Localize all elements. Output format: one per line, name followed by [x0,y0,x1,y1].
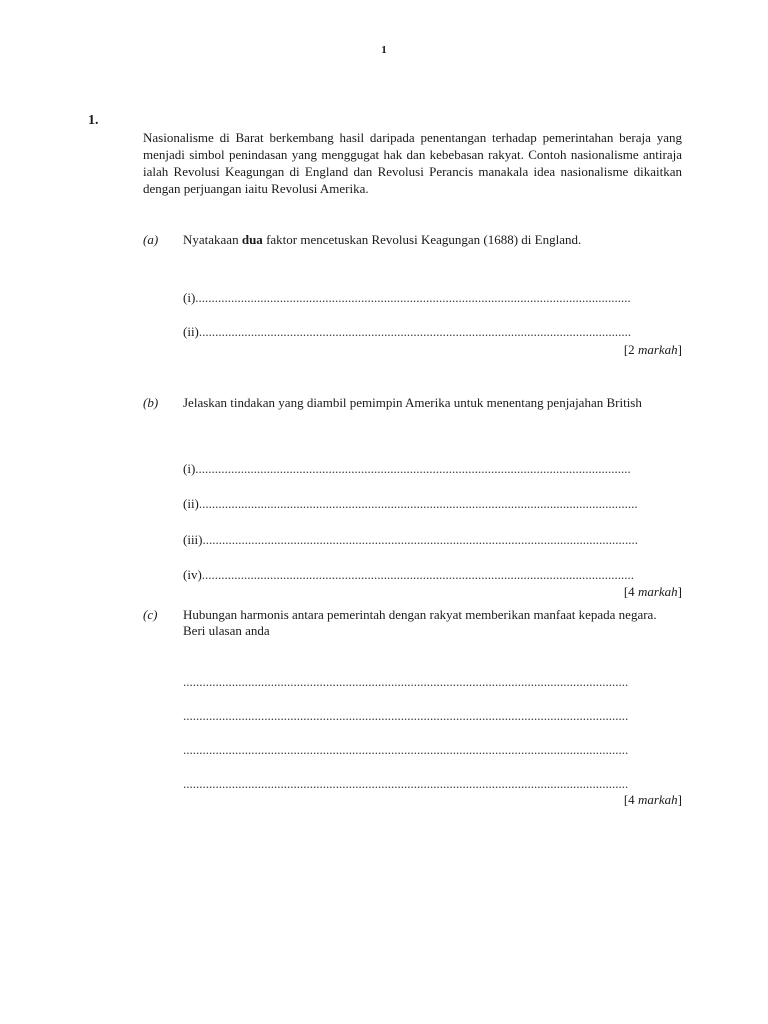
part-a-label: (a) [143,232,159,247]
answer-line-a-ii[interactable]: (ii)..................................................................................................................................... [183,324,632,339]
part-b-label: (b) [143,395,159,410]
answer-line-b-iv[interactable]: (iv)..................................................................................................................................... [183,567,635,582]
answer-line-b-i[interactable]: (i)...................................................................................................................................... [183,461,631,476]
page-number: 1 [381,44,387,56]
answer-line-c-2[interactable]: ......................................................................................................................................... [183,708,629,723]
question-number: 1. [88,113,99,128]
answer-line-c-3[interactable]: ......................................................................................................................................... [183,742,629,757]
question-intro: Nasionalisme di Barat berkembang hasil daripada penentangan terhadap pemerintahan beraja yang menjadi simbol penindasan yang menggugat hak dan kebebasan rakyat. Contoh nasionalisme antiraja ialah Revolusi Keagungan di England dan Revolusi Perancis manakala idea nasionalisme dikaitkan dengan perjuangan iaitu Revolusi Amerika. [143,130,682,196]
part-c-instruction: Beri ulasan anda [183,623,270,638]
marks-b: [4 markah] [623,584,682,599]
answer-line-b-iii[interactable]: (iii)...................................................................................................................................... [183,532,638,547]
marks-a: [2 markah] [623,342,682,357]
answer-line-c-4[interactable]: ......................................................................................................................................... [183,776,629,791]
part-c-text: Hubungan harmonis antara pemerintah dengan rakyat memberikan manfaat kepada negara. Beri ulasan anda [183,607,657,638]
part-c-label: (c) [143,607,158,622]
part-a-text: Nyatakaan dua faktor mencetuskan Revolusi Keagungan (1688) di England. [183,232,582,247]
answer-line-a-i[interactable]: (i)...................................................................................................................................... [183,290,631,305]
answer-line-b-ii[interactable]: (ii)....................................................................................................................................... [183,496,638,511]
part-b-text: Jelaskan tindakan yang diambil pemimpin Amerika untuk menentang penjajahan British [183,395,642,410]
answer-line-c-1[interactable]: ......................................................................................................................................... [183,674,629,689]
marks-c: [4 markah] [623,792,682,807]
